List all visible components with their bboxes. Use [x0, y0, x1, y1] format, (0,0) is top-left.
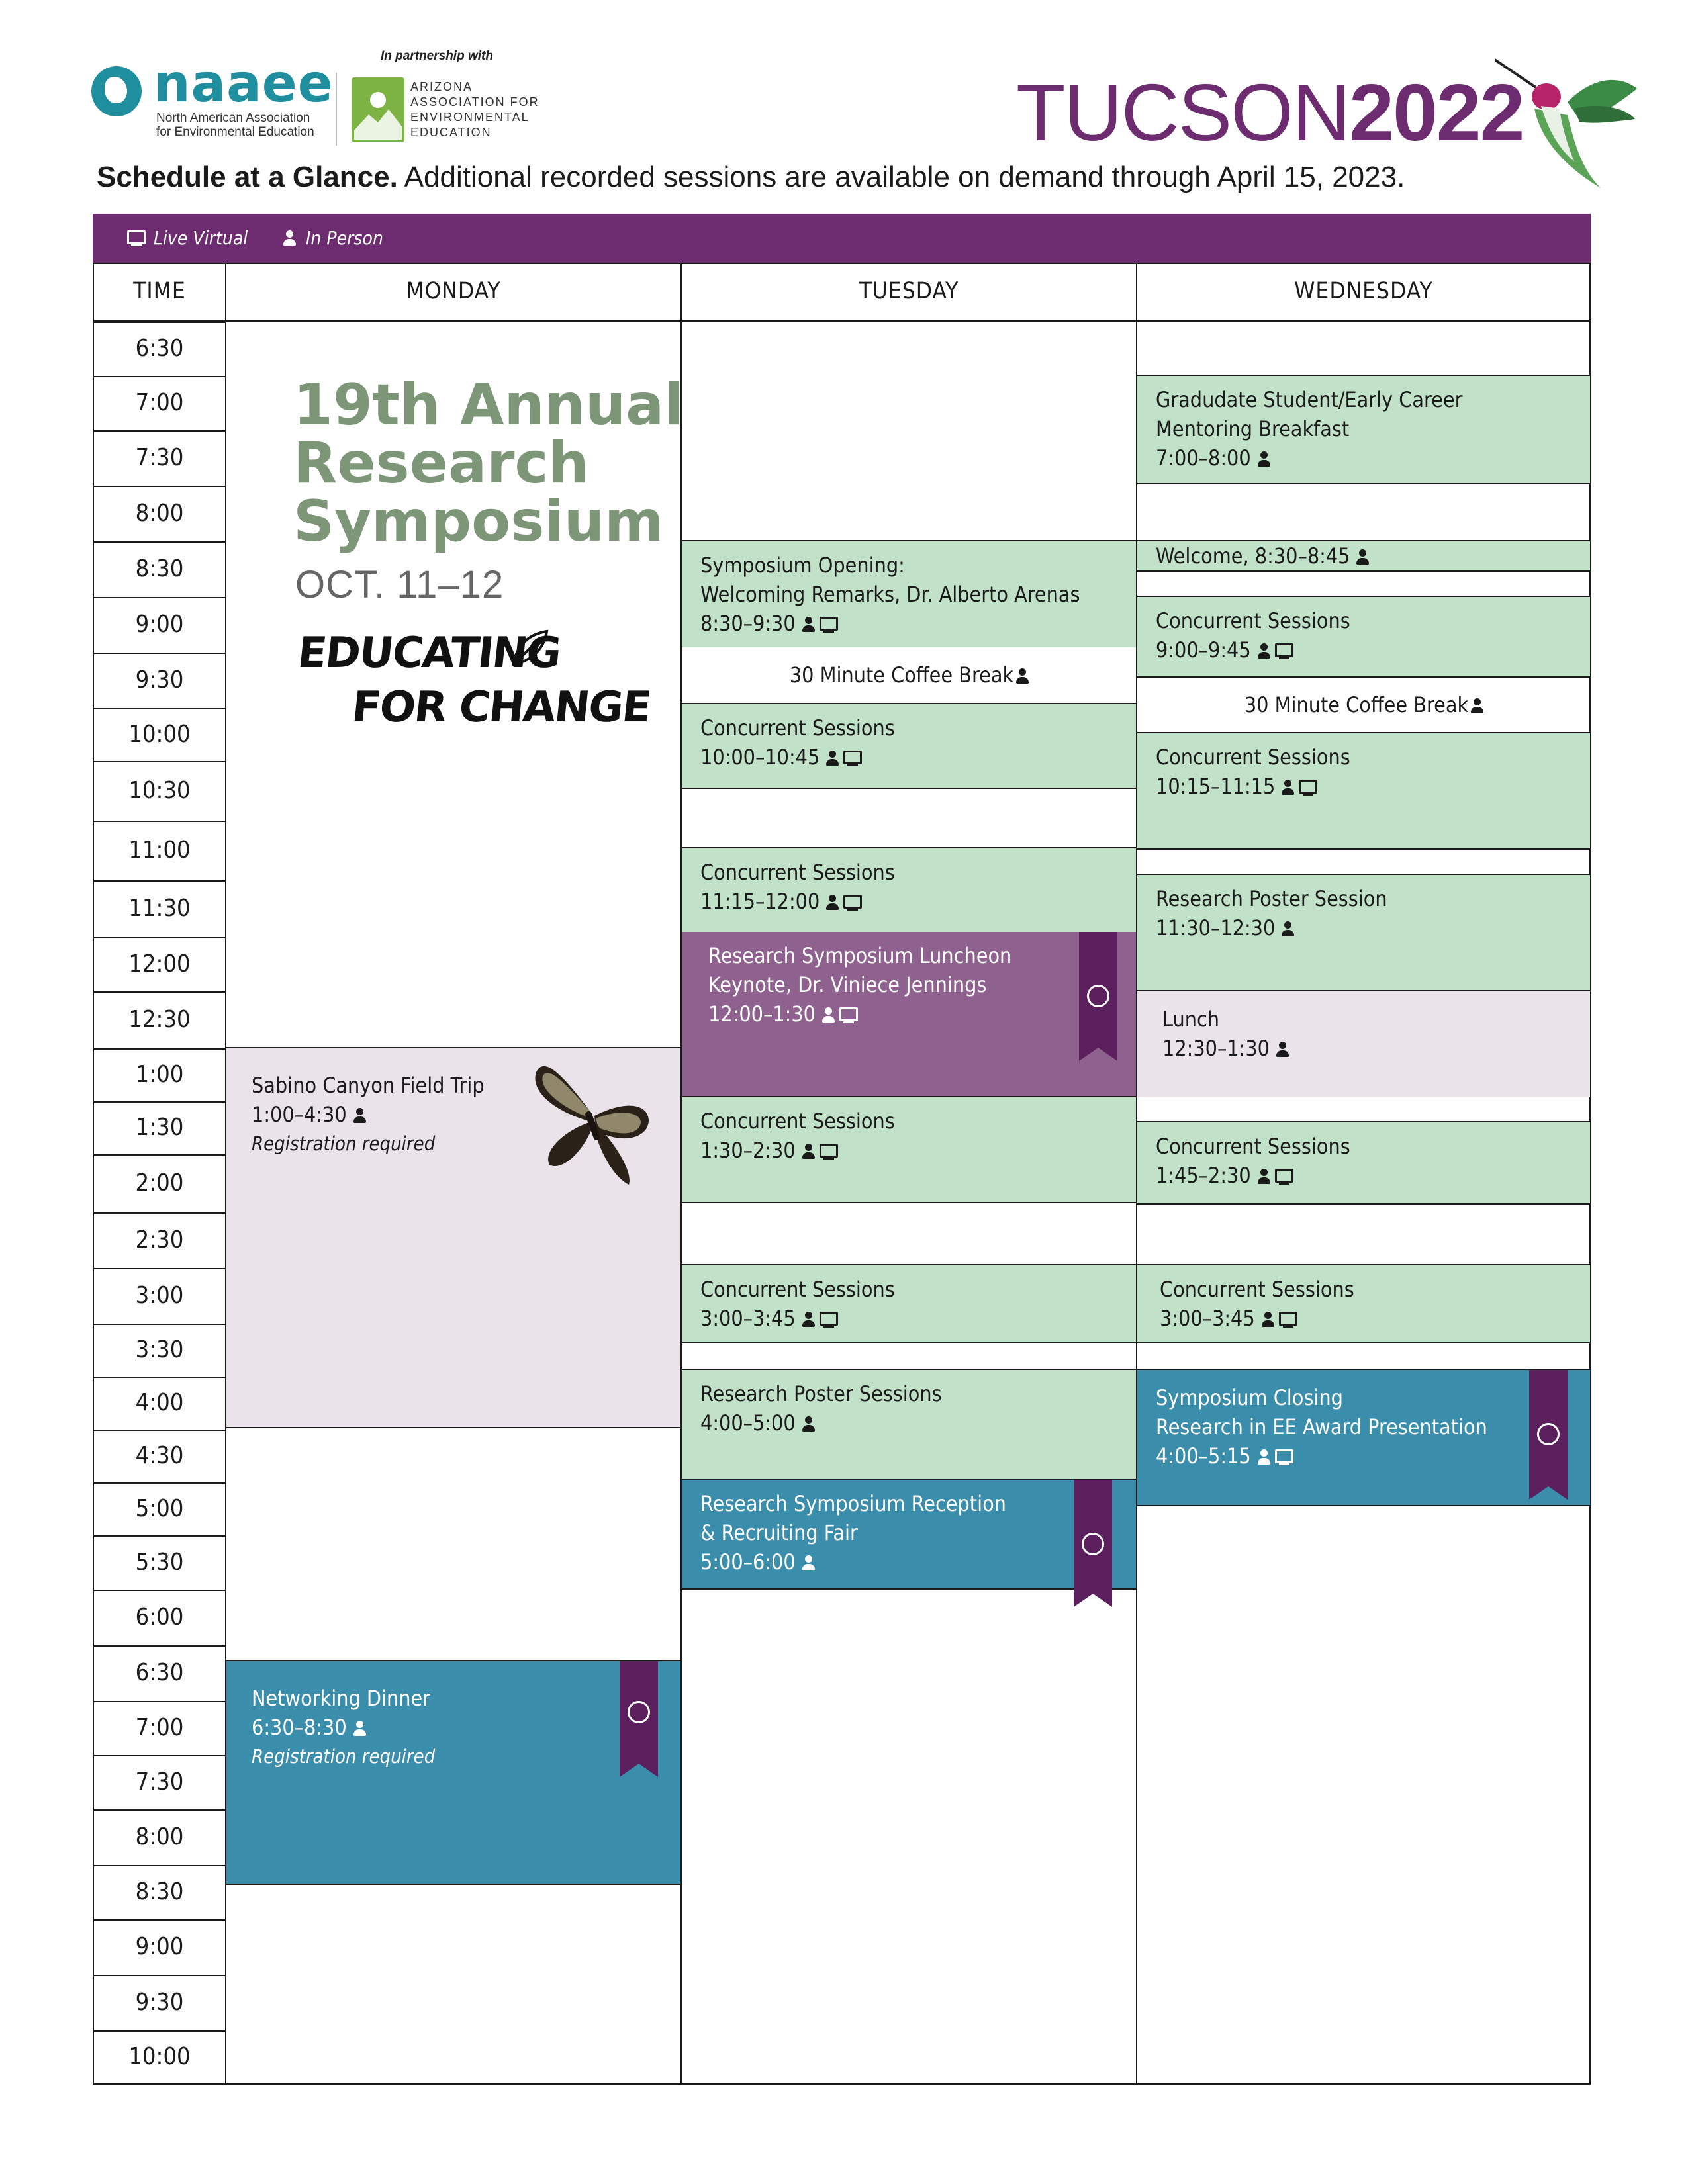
event-coffee-break-tue: 30 Minute Coffee Break [682, 647, 1136, 703]
in-person-icon [822, 1007, 834, 1023]
time-row-divider [93, 1268, 226, 1269]
event-concurrent-tue-3: Concurrent Sessions 1:30–2:30 [682, 1097, 1136, 1202]
event-reception-recruiting-fair: Research Symposium Reception & Recruiting Fair 5:00–6:00 [682, 1480, 1136, 1588]
time-slot-label: 6:30 [135, 1659, 184, 1686]
virtual-icon [843, 751, 862, 766]
column-header-tuesday: TUESDAY [859, 278, 959, 304]
time-slot-label: 4:30 [135, 1442, 184, 1469]
time-row-divider [93, 880, 226, 882]
time-row-divider [93, 1590, 226, 1591]
schedule-subtitle: Schedule at a Glance. Additional recorded sessions are available on demand through April 15, 2023. [97, 161, 1405, 193]
time-slot-label: 10:30 [128, 777, 191, 804]
virtual-icon [1275, 1169, 1293, 1185]
featured-ribbon-icon [1079, 932, 1117, 1048]
time-row-divider [93, 1809, 226, 1811]
table-rule [1137, 570, 1590, 572]
time-slot-label: 6:30 [135, 335, 184, 362]
column-header-wednesday: WEDNESDAY [1294, 278, 1433, 304]
time-slot-label: 9:00 [135, 611, 184, 638]
event-welcome-wed: Welcome, 8:30–8:45 [1137, 541, 1590, 570]
in-person-icon [353, 1721, 365, 1737]
time-row-divider [93, 1975, 226, 1976]
time-row-divider [93, 597, 226, 598]
symposium-dates: OCT. 11–12 [295, 563, 504, 606]
time-slot-label: 12:30 [128, 1006, 191, 1033]
in-person-icon [1262, 1312, 1274, 1328]
table-rule [93, 2083, 1591, 2085]
in-person-icon [1016, 668, 1028, 684]
event-symposium-closing: Symposium Closing Research in EE Award Presentation 4:00–5:15 [1137, 1370, 1590, 1505]
event-concurrent-tue-4: Concurrent Sessions 3:00–3:45 [682, 1265, 1136, 1342]
monitor-icon [127, 230, 146, 246]
in-person-icon [1258, 643, 1270, 659]
time-slot-label: 8:30 [135, 555, 184, 582]
time-row-divider [93, 2030, 226, 2032]
time-slot-label: 4:00 [135, 1389, 184, 1416]
time-row-divider [93, 430, 226, 432]
event-concurrent-wed-1: Concurrent Sessions 9:00–9:45 [1137, 597, 1590, 676]
in-person-icon [1258, 451, 1270, 467]
in-person-icon [1356, 549, 1368, 565]
legend-bar [93, 214, 1591, 263]
event-luncheon-keynote: Research Symposium Luncheon Keynote, Dr. Viniece Jennings 12:00–1:30 [682, 932, 1136, 1096]
table-rule [682, 1588, 1136, 1590]
time-row-divider [93, 1865, 226, 1866]
time-slot-label: 10:00 [128, 2043, 191, 2070]
table-rule [682, 788, 1136, 789]
time-slot-label: 1:00 [135, 1061, 184, 1088]
time-row-divider [93, 1645, 226, 1647]
in-person-icon [1276, 1042, 1288, 1058]
featured-ribbon-icon [1074, 1480, 1112, 1594]
time-row-divider [93, 1430, 226, 1431]
in-person-icon [826, 895, 838, 911]
partnership-label: In partnership with [381, 49, 493, 63]
time-row-divider [93, 1482, 226, 1484]
arizona-association-name: ARIZONA ASSOCIATION FOR ENVIRONMENTAL EDUCATION [410, 80, 539, 139]
time-slot-label: 7:30 [135, 1768, 184, 1796]
event-coffee-break-wed: 30 Minute Coffee Break [1137, 678, 1590, 732]
column-header-monday: MONDAY [406, 278, 501, 304]
naaee-logo-icon [91, 66, 142, 116]
table-rule [1137, 1342, 1590, 1343]
table-rule [1137, 1203, 1590, 1205]
time-row-divider [93, 1324, 226, 1325]
in-person-icon [802, 1555, 814, 1571]
time-slot-label: 7:00 [135, 389, 184, 416]
table-rule [1137, 483, 1590, 484]
event-field-trip: Sabino Canyon Field Trip 1:00–4:30 Registration required [226, 1048, 680, 1427]
time-slot-label: 1:30 [135, 1114, 184, 1141]
time-slot-label: 7:30 [135, 444, 184, 471]
event-networking-dinner: Networking Dinner 6:30–8:30 Registration required [226, 1661, 680, 1884]
in-person-icon [1471, 698, 1483, 714]
table-rule [1137, 1505, 1590, 1506]
time-slot-label: 7:00 [135, 1714, 184, 1741]
leaf-icon [510, 629, 549, 671]
time-slot-label: 9:30 [135, 666, 184, 694]
column-header-time: TIME [133, 278, 186, 304]
virtual-icon [820, 1312, 838, 1328]
time-slot-label: 6:00 [135, 1604, 184, 1631]
time-slot-label: 10:00 [128, 721, 191, 748]
time-row-divider [93, 1377, 226, 1378]
time-row-divider [93, 1154, 226, 1156]
in-person-icon [1258, 1169, 1270, 1185]
time-slot-label: 8:30 [135, 1878, 184, 1905]
person-icon [283, 230, 295, 246]
tagline-for-change: FOR CHANGE [350, 683, 653, 732]
table-rule [682, 1202, 1136, 1203]
in-person-icon [802, 1144, 814, 1160]
time-slot-label: 8:00 [135, 500, 184, 527]
in-person-icon [1258, 1449, 1270, 1465]
in-person-icon [1282, 780, 1293, 796]
hummingbird-icon [1495, 56, 1640, 195]
virtual-icon [1275, 643, 1293, 659]
time-slot-label: 8:00 [135, 1823, 184, 1850]
featured-ribbon-icon [1529, 1370, 1568, 1486]
time-slot-label: 9:30 [135, 1989, 184, 2016]
tagline-educating: EDUCATING [295, 629, 563, 678]
time-slot-label: 2:00 [135, 1169, 184, 1197]
legend-virtual: Live Virtual [127, 227, 248, 249]
event-concurrent-wed-2: Concurrent Sessions 10:15–11:15 [1137, 733, 1590, 848]
event-symposium-opening: Symposium Opening: Welcoming Remarks, Dr. Alberto Arenas 8:30–9:30 [682, 541, 1136, 647]
symposium-title: 19th Annual Research Symposium [293, 372, 684, 555]
event-concurrent-tue-2: Concurrent Sessions 11:15–12:00 [682, 848, 1136, 932]
event-poster-session-wed: Research Poster Session 11:30–12:30 [1137, 875, 1590, 990]
event-concurrent-tue-1: Concurrent Sessions 10:00–10:45 [682, 704, 1136, 788]
time-slot-label: 5:30 [135, 1549, 184, 1576]
in-person-icon [802, 1312, 814, 1328]
in-person-icon [1282, 921, 1293, 937]
time-slot-label: 3:00 [135, 1282, 184, 1309]
time-row-divider [93, 761, 226, 762]
virtual-icon [820, 617, 838, 633]
event-concurrent-wed-3: Concurrent Sessions 1:45–2:30 [1137, 1122, 1590, 1203]
table-rule [682, 1342, 1136, 1343]
event-poster-sessions-tue: Research Poster Sessions 4:00–5:00 [682, 1370, 1136, 1479]
time-row-divider [93, 1535, 226, 1537]
virtual-icon [820, 1144, 838, 1160]
time-row-divider [93, 1701, 226, 1702]
naaee-logo-text: naaee [154, 54, 334, 114]
time-row-divider [93, 1212, 226, 1214]
in-person-icon [802, 617, 814, 633]
time-slot-label: 9:00 [135, 1933, 184, 1960]
time-slot-label: 11:00 [128, 837, 191, 864]
virtual-icon [843, 895, 862, 911]
time-row-divider [93, 1048, 226, 1050]
time-row-divider [93, 991, 226, 993]
featured-ribbon-icon [620, 1661, 658, 1764]
time-row-divider [93, 1101, 226, 1103]
time-row-divider [93, 653, 226, 654]
in-person-icon [802, 1416, 814, 1432]
arizona-association-logo-icon [352, 77, 404, 142]
table-rule [226, 1427, 680, 1428]
table-rule [1137, 848, 1590, 850]
virtual-icon [839, 1007, 858, 1023]
event-lunch-wed: Lunch 12:30–1:30 [1137, 991, 1590, 1097]
time-row-divider [93, 1919, 226, 1921]
time-slot-label: 2:30 [135, 1226, 184, 1253]
virtual-icon [1275, 1449, 1293, 1465]
time-row-divider [93, 486, 226, 487]
table-rule [93, 320, 1591, 322]
time-row-divider [93, 1755, 226, 1756]
time-row-divider [93, 376, 226, 377]
naaee-full-name: North American Association for Environmental Education [156, 111, 314, 139]
in-person-icon [826, 751, 838, 766]
event-title: TUCSON2022 [1016, 68, 1524, 158]
time-slot-label: 12:00 [128, 950, 191, 978]
time-slot-label: 5:00 [135, 1495, 184, 1522]
header-divider [336, 73, 337, 146]
legend-in-person: In Person [283, 227, 383, 249]
in-person-icon [353, 1108, 365, 1124]
time-row-divider [93, 541, 226, 543]
event-mentoring-breakfast: Gradudate Student/Early Career Mentoring Breakfast 7:00–8:00 [1137, 376, 1590, 483]
table-rule [226, 1884, 680, 1885]
event-concurrent-wed-4: Concurrent Sessions 3:00–3:45 [1137, 1265, 1590, 1342]
virtual-icon [1279, 1312, 1297, 1328]
butterfly-icon [516, 1052, 669, 1201]
virtual-icon [1299, 780, 1317, 796]
time-slot-label: 3:30 [135, 1336, 184, 1363]
time-row-divider [93, 937, 226, 938]
time-slot-label: 11:30 [128, 895, 191, 922]
time-row-divider [93, 322, 226, 323]
time-row-divider [93, 821, 226, 822]
time-row-divider [93, 708, 226, 709]
